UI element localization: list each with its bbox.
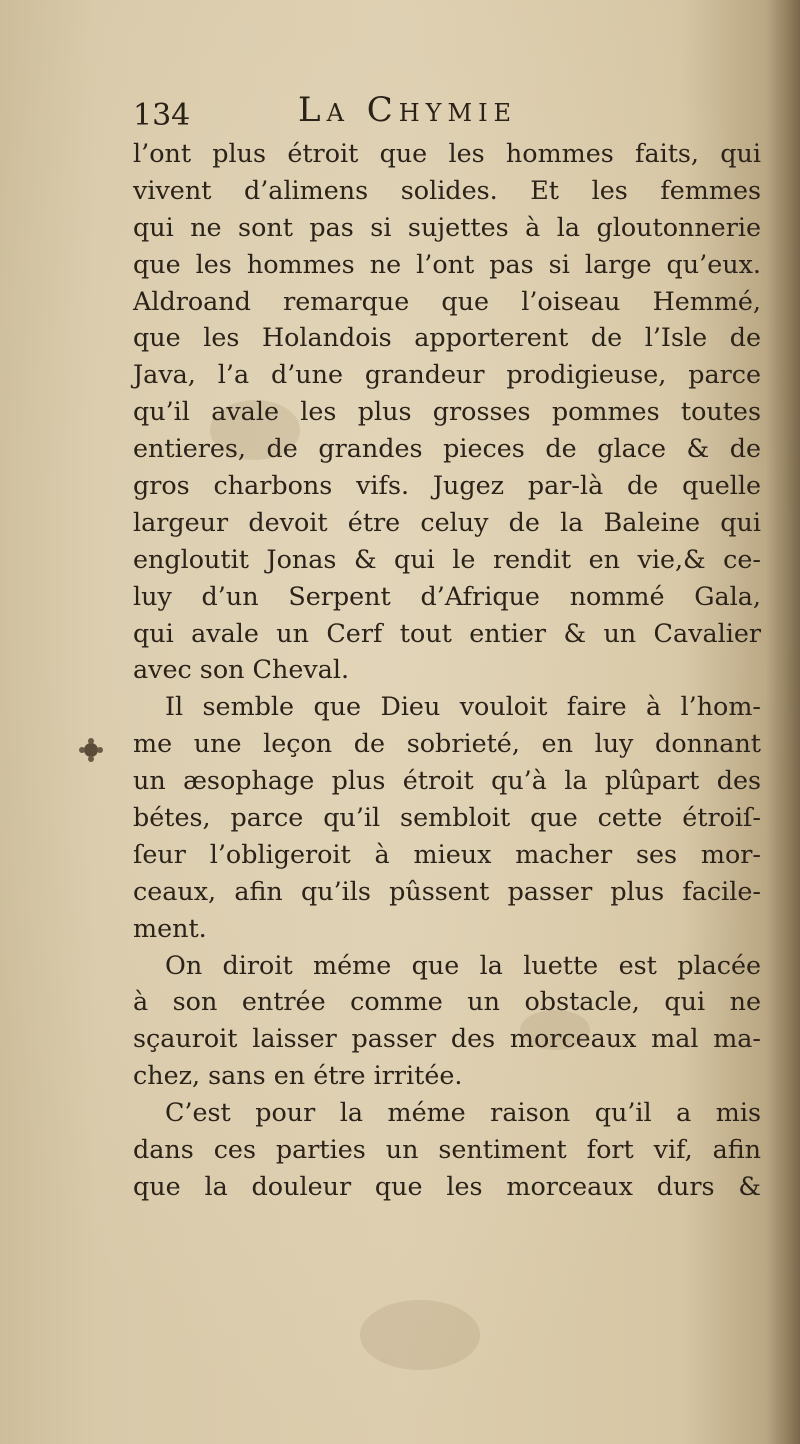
running-title: La Chymie [298,90,518,130]
text-line: entieres, de grandes pieces de glace & de [133,433,761,464]
fleuron-icon [78,737,104,763]
text-line: ſeur l’obligeroit à mieux macher ses mor- [133,838,761,869]
text-line: vivent d’alimens solides. Et les femmes [133,174,761,205]
text-line: ment. [133,912,207,943]
body-text [133,135,761,1205]
text-line: que la douleur que les morceaux durs & [133,1170,761,1201]
text-line: Java, l’a d’une grandeur prodigieuse, parce [133,359,761,390]
text-line: qui avale un Cerf tout entier & un Cavalier [133,617,761,648]
text-line: Il semble que Dieu vouloit faire à l’hom- [165,691,761,722]
text-line: que les Holandois apporterent de l’Isle de [133,322,761,353]
text-line: largeur devoit étre celuy de la Baleine qui [133,506,761,537]
text-line: dans ces parties un sentiment fort vif, afin [133,1134,761,1165]
text-line: qui ne sont pas si sujettes à la gloutonnerie [133,211,761,242]
text-line: sçauroit laisser passer des morceaux mal ma- [133,1023,761,1054]
text-line: gros charbons vifs. Jugez par-là de quelle [133,470,761,501]
text-line: C’est pour la méme raison qu’il a mis [165,1097,761,1128]
text-line: avec son Cheval. [133,654,350,685]
text-line: que les hommes ne l’ont pas si large qu’eux. [133,248,761,279]
text-line: On diroit méme que la luette est placée [165,949,761,980]
text-line: qu’il avale les plus grosses pommes toutes [133,396,761,427]
page-header [133,90,773,134]
text-line: chez, sans en étre irritée. [133,1060,463,1091]
text-line: Aldroand remarque que l’oiseau Hemmé, [133,285,761,316]
text-line: bétes, parce qu’il sembloit que cette étroiſ- [133,802,761,833]
text-line: luy d’un Serpent d’Afrique nommé Gala, [133,580,761,611]
page-number: 134 [133,98,191,133]
text-line: engloutit Jonas & qui le rendit en vie,& ce- [133,543,761,574]
text-line: me une leçon de sobrieté, en luy donnant [133,728,761,759]
text-line: à son entrée comme un obstacle, qui ne [133,986,761,1017]
text-line: un æsophage plus étroit qu’à la plûpart des [133,765,761,796]
text-line: ceaux, afin qu’ils pûssent passer plus facile- [133,875,761,906]
text-line: l’ont plus étroit que les hommes faits, qui [133,138,761,168]
